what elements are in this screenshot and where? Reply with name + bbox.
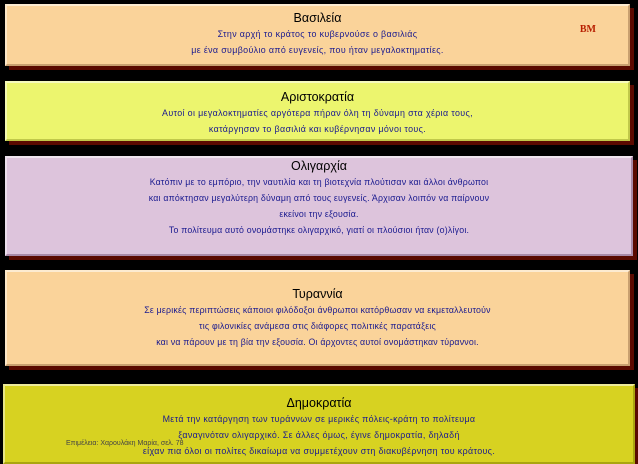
panel-title: Αριστοκρατία	[280, 90, 355, 104]
panel-title: Βασιλεία	[293, 11, 342, 25]
author-badge: BM	[579, 24, 596, 35]
panel-text-line: κατάργησαν το βασιλιά και κυβέρνησαν μόνοι τους.	[208, 124, 427, 134]
panel-text-line: Στην αρχή το κράτος το κυβερνούσε ο βασιλιάς	[217, 29, 418, 39]
panel-text-line: Αυτοί οι μεγαλοκτηματίες αργότερα πήραν όλη τη δύναμη στα χέρια τους,	[162, 108, 473, 118]
panel-dimokratia	[3, 384, 635, 464]
panel-text-line: με ένα συμβούλιο από ευγενείς, που ήταν μεγαλοκτηματίες.	[191, 45, 444, 55]
panel-tyrannia	[5, 270, 630, 366]
panel-title: Δημοκρατία	[286, 396, 352, 410]
panel-text-line: Κατόπιν με το εμπόριο, την ναυτιλία και τη βιοτεχνία πλούτισαν και άλλοι άνθρωποι	[149, 177, 489, 187]
panel-title: Ολιγαρχία	[291, 159, 347, 173]
panel-text-line: και να πάρουν με τη βία την εξουσία. Οι άρχοντες αυτοί ονομάστηκαν τύραννοι.	[156, 337, 479, 347]
panel-text-line: Το πολίτευμα αυτό ονομάστηκε ολιγαρχικό, γιατί οι πλούσιοι ήταν (ο)λίγοι.	[168, 225, 470, 235]
panel-vasileia	[5, 4, 630, 66]
credit-note: Επιμέλεια: Χαρουλάκη Μαρία, σελ. 78	[66, 440, 184, 447]
panel-text-line: είχαν πια όλοι οι πολίτες δικαίωμα να συμμετέχουν στη διακυβέρνηση του κράτους.	[142, 446, 496, 456]
panel-text-line: Μετά την κατάργηση των τυράννων σε μερικές πόλεις-κράτη το πολίτευμα	[162, 414, 476, 424]
panel-text-line: και απόκτησαν μεγαλύτερη δύναμη από τους ευγενείς. Άρχισαν λοιπόν να παίρνουν	[148, 193, 490, 203]
panel-aristokratia	[5, 81, 630, 141]
panel-title: Τυραννία	[292, 287, 343, 301]
panel-text-line: ξαναγινόταν ολιγαρχικό. Σε άλλες όμως, έγινε δημοκρατία, δηλαδή	[178, 430, 460, 440]
panel-oligarchia	[5, 156, 633, 256]
panel-text-line: Σε μερικές περιπτώσεις κάποιοι φιλόδοξοι άνθρωποι κατόρθωσαν να εκμεταλλευτούν	[144, 305, 491, 315]
panel-text-line: εκείνοι την εξουσία.	[279, 209, 359, 219]
panel-text-line: τις φιλονικίες ανάμεσα στις διάφορες πολιτικές παρατάξεις	[199, 321, 436, 331]
